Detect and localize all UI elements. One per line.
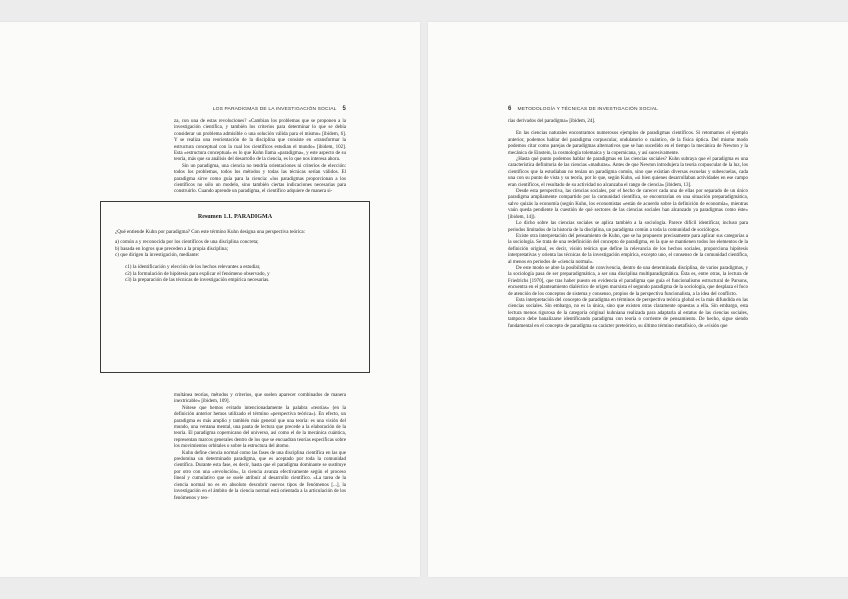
body-text-bottom [174,393,346,502]
left-page [0,22,420,577]
running-header [508,106,658,112]
paragraph: ¿Hasta qué punto podemos hablar de paradigmas en las ciencias sociales? Kuhn subraya que el paradigma es una característica definitoria de las ciencias «maduras». Antes de que Newton introdujera la teoría corpuscular de la luz, los científicos que la estudiaban no tenían un paradigma común, sino que existían diversas escuelas y subescuelas, cada una con su punto de vista y su teoría, por lo que, según Kuhn, «si bien quienes desarrollaban actividades en ese campo eran científicos, el resultado de su actividad no alcanzaba el rango de ciencia» [ibidem, 13]. [508,157,748,188]
paragraph: En las ciencias naturales encontramos numerosos ejemplos de paradigmas científicos. Si retomamos el ejemplo anterior, podemos hablar del paradigma corpuscular, ondulatorio o cuántico, de la física óptica. Del mismo modo podemos citar como parejas de paradigmas alternativos que se han sucedido en el tiempo la mecánica de Newton y la mecánica de Einstein, la cosmología tolemaica y la copernicana, y así sucesivamente. [508,131,748,156]
summary-item: b) basada en logros que preceden a la propia disciplina; [115,245,229,252]
header-title: METODOLOGÍA Y TÉCNICAS DE INVESTIGACIÓN SOCIAL [517,107,659,112]
summary-subitem: c1) la identificación y elección de los hechos relevantes a estudiar, [125,263,261,270]
summary-subitem: c2) la formulación de hipótesis para explicar el fenómeno observado, y [125,270,270,277]
summary-subitem: c3) la preparación de las técnicas de investigación empírica necesarias. [125,277,270,284]
summary-box [100,201,370,373]
paragraph: Lo dicho sobre las ciencias sociales se aplica también a la sociología. Parece difícil identificar, incluso para periodos limitados de la historia de la disciplina, un paradigma común a toda la comunidad de sociólogos. [508,221,748,233]
header-title: LOS PARADIGMAS DE LA INVESTIGACIÓN SOCIAL [212,107,337,112]
body-text [508,119,748,330]
summary-item: a) común a y reconocida por los científicos de una disciplina concreta; [115,239,259,246]
paragraph: Sin un paradigma, una ciencia no tendría orientaciones ni criterios de elección: todos los problemas, todos los métodos y todas las técnicas serían válidos. El paradigma sirve como guía para la ciencia: «los paradigmas proporcionan a los científicos no sólo un modelo, sino también ciertas indicaciones necesarias para construirlo. Cuando aprende un paradigma, el científico adquiere de manera si- [174,163,346,195]
running-header [174,106,346,112]
paragraph: De este modo se abre la posibilidad de convivencia, dentro de una determinada disciplina, de varios paradigmas, y la sociología pasa de ser preparadigmática, a ser una disciplina multiparadigmática. Ésta es, entre otras, la lectura de Friedrichs [1970], que tras haber puesto en evidencia el paradigma que guía el funcionalismo estructural de Parsons, encuentra en el planteamiento dialéctico de origen marxista el segundo paradigma de la sociología, que desplaza el foco de atención de los conceptos de sistema y consenso, propios de la perspectiva funcionalista, a la idea del conflicto. [508,265,748,297]
paragraph: multánea teorías, métodos y criterios, que suelen aparecer combinados de manera inextricable» [ibidem, 109]. [174,393,346,405]
paragraph: Esta interpretación del concepto de paradigma en términos de perspectiva teórica global es la más difundida en las ciencias sociales. Sin embargo, no es la única, sino que existen otras claramente opuestas a ella. Sin embargo, esta lectura menos rigurosa de la categoría original kuhniana realizada para adaptarla al estatus de las ciencias sociales, tampoco debe banalizarse identificando paradigma con teoría o corriente de pensamiento. De hecho, sigue siendo fundamental en el concepto de paradigma su carácter preteórico, su último término metafísico, de «visión que [508,297,748,329]
page-number: 5 [342,106,346,112]
paragraph: rías derivados del paradigma» [ibidem, 24]. [508,119,596,124]
paragraph: Nótese que hemos evitado intencionadamente la palabra «teorías» (en la definición anterior hemos utilizado el término «perspectiva teórica»). En efecto, un paradigma es más amplio y también más general que una teoría: es una visión del mundo, una ventana mental, una pauta de lectura que precede a la elaboración de la teoría. El paradigma copernicano del universo, así como el de la mecánica cuántica, representan marcos generales dentro de los que se encuadran teorías específicas sobre los movimientos orbitales o sobre la estructura del átomo. [174,405,346,450]
paragraph: Desde esta perspectiva, las ciencias sociales, por el hecho de carecer cada una de ellas por separado de un único paradigma ampliamente compartido por la comunidad científica, se encontrarían en una situación preparadigmática, salvo quizás la economía (según Kuhn, los economistas «están de acuerdo sobre la definición de economía», mientras vaún queda pendiente la cuestión de qué sectores de las ciencias sociales han alcanzado ya paradigmas como éste» [ibidem, 14]). [508,189,748,220]
summary-item: c) que dirigen la investigación, mediante: [115,252,200,259]
paragraph: za, con una de estas revoluciones? «Cambian los problemas que se proponen a la investigación científica, y también los criterios para determinar lo que se debía considerar un problema admisible o una solución válida para el mismo» [ibidem, 6]. Y se realiza una reorientación de la disciplina que consiste en «transformar la estructura conceptual con la cual los científicos estudian el mundo» [ibidem, 102]. Esta «estructura conceptual» es lo que Kuhn llama «paradigma», y este aspecto de su teoría, más que su análisis del desarrollo de la ciencia, es lo que nos interesa ahora. [174,119,346,163]
paragraph: Existe otra interpretación del pensamiento de Kuhn, que se ha propuesto precisamente para aplicar sus categorías a la sociología. Se trata de una redefinición del concepto de paradigma, en la que se mantienen todos los elementos de la definición original, es decir, visión teórica que define la relevancia de los hechos sociales, proporciona hipótesis interpretativas y orienta las técnicas de la investigación empírica, excepto uno, el consenso de la comunidad científica, al menos en periodos de «ciencia normal». [508,233,748,265]
page-number: 6 [508,106,512,112]
body-text-top [174,119,346,196]
paragraph: Kuhn define ciencia normal como las fases de una disciplina científica en las que predomina un determinado paradigma, que es aceptado por toda la comunidad científica. Durante esta fase, es decir, hasta que el paradigma dominante se sustituye por otro con una «revolución», la ciencia avanza efectivamente según el proceso lineal y cumulativo que se suele atribuir al desarrollo científico. «La tarea de la ciencia normal no es en absoluto descubrir nuevos tipos de fenómenos [...], la investigación en el ámbito de la ciencia normal está orientada a la articulación de los fenómenos y teo- [174,450,346,501]
right-page [428,22,848,577]
summary-title: Resumen 1.1. PARADIGMA [197,214,273,220]
summary-intro: ¿Qué entiende Kuhn por paradigma? Con este término Kuhn designa una perspectiva teórica: [115,228,306,235]
